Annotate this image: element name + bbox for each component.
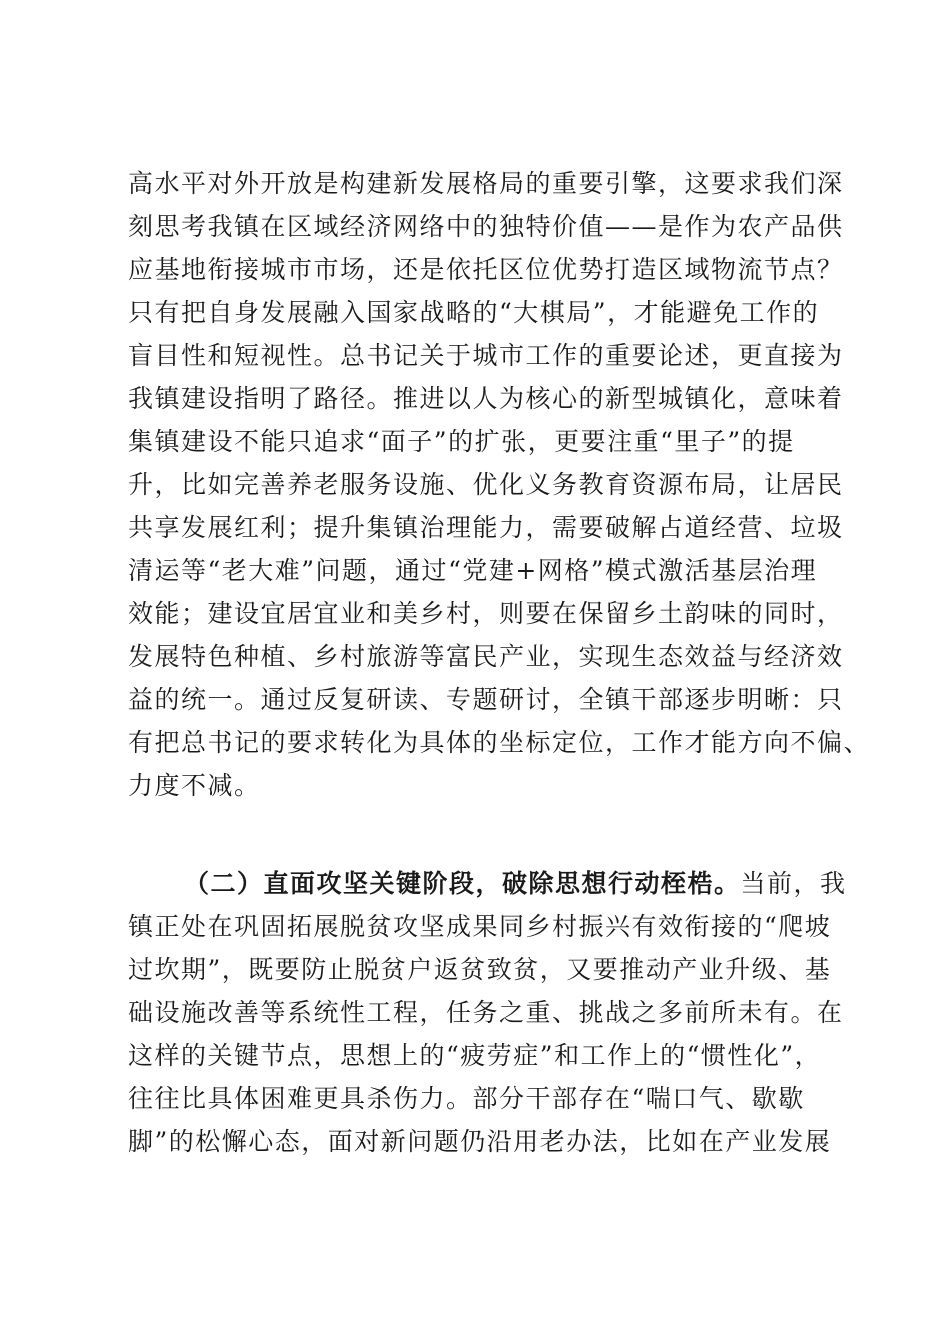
text-line: 往往比具体困难更具杀伤力。部分干部存在“喘口气、歇歇	[128, 1084, 805, 1113]
text-line: 过坎期”，既要防止脱贫户返贫致贫，又要推动产业升级、基	[128, 955, 832, 984]
text-line: 有把总书记的要求转化为具体的坐标定位，工作才能方向不偏、	[128, 728, 871, 757]
text-line: 只有把自身发展融入国家战略的“大棋局”，才能避免工作的	[128, 298, 820, 327]
paragraph-1	[128, 162, 871, 807]
text-line: 升，比如完善养老服务设施、优化义务教育资源布局，让居民	[128, 470, 844, 499]
text-line: 我镇建设指明了路径。推进以人为核心的新型城镇化，意味着	[128, 384, 844, 413]
text-line: 刻思考我镇在区域经济网络中的独特价值——是作为农产品供	[128, 212, 844, 241]
text-line: 这样的关键节点，思想上的“疲劳症”和工作上的“惯性化”，	[128, 1041, 822, 1070]
text-line: 共享发展红利；提升集镇治理能力，需要破解占道经营、垃圾	[128, 513, 844, 542]
paragraph-2	[128, 862, 848, 1163]
text-line: 发展特色种植、乡村旅游等富民产业，实现生态效益与经济效	[128, 642, 844, 671]
text-line: 集镇建设不能只追求“面子”的扩张，更要注重“里子”的提	[128, 427, 795, 456]
text-line: 力度不减。	[128, 771, 261, 800]
text-line: 镇正处在巩固拓展脱贫攻坚成果同乡村振兴有效衔接的“爬坡	[128, 912, 832, 941]
heading-line-rest: 当前，我	[740, 869, 847, 898]
text-line: 脚”的松懈心态，面对新问题仍沿用老办法，比如在产业发展	[128, 1127, 832, 1156]
section-heading: （二）直面攻坚关键阶段，破除思想行动桎梏。	[184, 869, 741, 898]
text-line: 高水平对外开放是构建新发展格局的重要引擎，这要求我们深	[128, 169, 844, 198]
section-heading-line	[128, 862, 848, 905]
text-line: 益的统一。通过反复研读、专题研讨，全镇干部逐步明晰：只	[128, 685, 844, 714]
text-line: 效能；建设宜居宜业和美乡村，则要在保留乡土韵味的同时，	[128, 599, 844, 628]
text-line: 应基地衔接城市市场，还是依托区位优势打造区域物流节点？	[128, 255, 844, 284]
text-line: 清运等“老大难”问题，通过“党建+网格”模式激活基层治理	[128, 556, 818, 585]
text-line: 盲目性和短视性。总书记关于城市工作的重要论述，更直接为	[128, 341, 844, 370]
text-line: 础设施改善等系统性工程，任务之重、挑战之多前所未有。在	[128, 998, 844, 1027]
